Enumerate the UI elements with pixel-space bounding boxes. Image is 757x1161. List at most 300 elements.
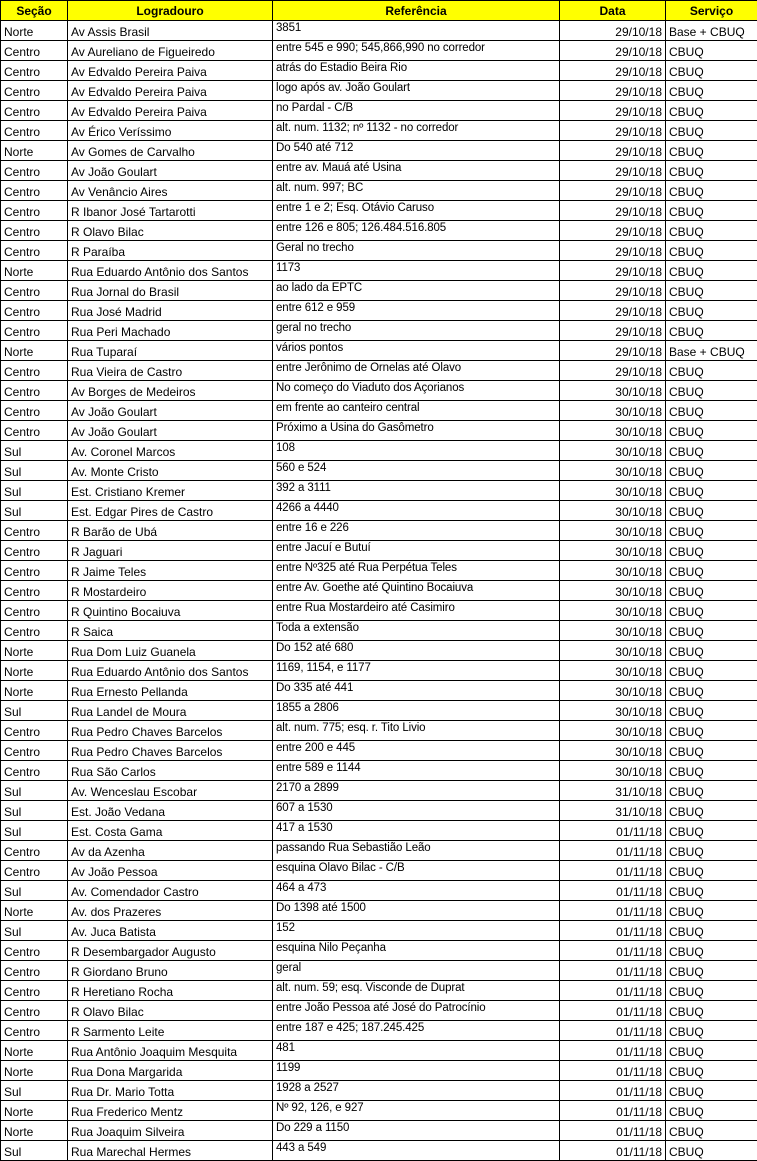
cell-secao[interactable]: Centro — [1, 121, 68, 141]
cell-referencia[interactable]: Do 152 até 680 — [273, 641, 560, 661]
cell-secao[interactable]: Sul — [1, 821, 68, 841]
cell-servico[interactable]: CBUQ — [666, 381, 757, 401]
cell-logradouro[interactable]: R Ibanor José Tartarotti — [68, 201, 273, 221]
cell-secao[interactable]: Centro — [1, 961, 68, 981]
table-row — [1, 681, 757, 701]
cell-logradouro[interactable]: Av Borges de Medeiros — [68, 381, 273, 401]
cell-secao[interactable]: Sul — [1, 1081, 68, 1101]
cell-servico[interactable]: CBUQ — [666, 921, 757, 941]
cell-referencia[interactable]: entre 16 e 226 — [273, 521, 560, 541]
cell-logradouro[interactable]: Rua José Madrid — [68, 301, 273, 321]
cell-logradouro[interactable]: Rua Landel de Moura — [68, 701, 273, 721]
header-referencia[interactable]: Referência — [273, 1, 560, 21]
cell-data[interactable]: 30/10/18 — [560, 641, 666, 661]
cell-data[interactable]: 01/11/18 — [560, 821, 666, 841]
cell-data[interactable]: 01/11/18 — [560, 1081, 666, 1101]
cell-referencia[interactable]: No começo do Viaduto dos Açorianos — [273, 381, 560, 401]
cell-referencia[interactable]: entre Av. Goethe até Quintino Bocaiuva — [273, 581, 560, 601]
cell-referencia[interactable]: em frente ao canteiro central — [273, 401, 560, 421]
cell-referencia[interactable]: passando Rua Sebastião Leão — [273, 841, 560, 861]
cell-data[interactable]: 30/10/18 — [560, 541, 666, 561]
cell-secao[interactable]: Centro — [1, 841, 68, 861]
cell-data[interactable]: 30/10/18 — [560, 601, 666, 621]
cell-data[interactable]: 01/11/18 — [560, 1001, 666, 1021]
cell-servico[interactable]: CBUQ — [666, 861, 757, 881]
cell-servico[interactable]: CBUQ — [666, 501, 757, 521]
cell-servico[interactable]: CBUQ — [666, 961, 757, 981]
cell-data[interactable]: 01/11/18 — [560, 961, 666, 981]
cell-data[interactable]: 30/10/18 — [560, 481, 666, 501]
cell-logradouro[interactable]: Est. Edgar Pires de Castro — [68, 501, 273, 521]
cell-servico[interactable]: CBUQ — [666, 641, 757, 661]
cell-secao[interactable]: Sul — [1, 881, 68, 901]
cell-servico[interactable]: CBUQ — [666, 1141, 757, 1161]
cell-servico[interactable]: CBUQ — [666, 701, 757, 721]
cell-referencia[interactable]: 1169, 1154, e 1177 — [273, 661, 560, 681]
cell-data[interactable]: 30/10/18 — [560, 381, 666, 401]
cell-secao[interactable]: Centro — [1, 61, 68, 81]
cell-servico[interactable]: CBUQ — [666, 261, 757, 281]
cell-secao[interactable]: Centro — [1, 201, 68, 221]
cell-servico[interactable]: CBUQ — [666, 561, 757, 581]
cell-data[interactable]: 29/10/18 — [560, 161, 666, 181]
cell-secao[interactable]: Centro — [1, 1021, 68, 1041]
cell-data[interactable]: 01/11/18 — [560, 881, 666, 901]
cell-servico[interactable]: CBUQ — [666, 781, 757, 801]
cell-referencia[interactable]: alt. num. 775; esq. r. Tito Livio — [273, 721, 560, 741]
cell-referencia[interactable]: Do 540 até 712 — [273, 141, 560, 161]
cell-logradouro[interactable]: R Sarmento Leite — [68, 1021, 273, 1041]
cell-logradouro[interactable]: Av João Goulart — [68, 421, 273, 441]
cell-servico[interactable]: CBUQ — [666, 281, 757, 301]
cell-logradouro[interactable]: R Mostardeiro — [68, 581, 273, 601]
cell-servico[interactable]: CBUQ — [666, 881, 757, 901]
cell-logradouro[interactable]: Av. Monte Cristo — [68, 461, 273, 481]
cell-servico[interactable]: CBUQ — [666, 821, 757, 841]
cell-logradouro[interactable]: Rua Ernesto Pellanda — [68, 681, 273, 701]
cell-referencia[interactable]: geral no trecho — [273, 321, 560, 341]
cell-logradouro[interactable]: Rua Pedro Chaves Barcelos — [68, 741, 273, 761]
cell-referencia[interactable]: entre Rua Mostardeiro até Casimiro — [273, 601, 560, 621]
cell-logradouro[interactable]: Av Aureliano de Figueiredo — [68, 41, 273, 61]
cell-data[interactable]: 01/11/18 — [560, 1121, 666, 1141]
cell-servico[interactable]: CBUQ — [666, 161, 757, 181]
cell-referencia[interactable]: 1928 a 2527 — [273, 1081, 560, 1101]
cell-referencia[interactable]: logo após av. João Goulart — [273, 81, 560, 101]
cell-referencia[interactable]: entre 612 e 959 — [273, 301, 560, 321]
cell-referencia[interactable]: 607 a 1530 — [273, 801, 560, 821]
cell-servico[interactable]: CBUQ — [666, 1001, 757, 1021]
cell-logradouro[interactable]: Av Edvaldo Pereira Paiva — [68, 81, 273, 101]
cell-referencia[interactable]: 481 — [273, 1041, 560, 1061]
cell-secao[interactable]: Centro — [1, 401, 68, 421]
cell-data[interactable]: 31/10/18 — [560, 781, 666, 801]
cell-secao[interactable]: Norte — [1, 901, 68, 921]
cell-secao[interactable]: Centro — [1, 101, 68, 121]
cell-referencia[interactable]: entre 589 e 1144 — [273, 761, 560, 781]
cell-secao[interactable]: Sul — [1, 801, 68, 821]
cell-secao[interactable]: Norte — [1, 661, 68, 681]
cell-servico[interactable]: CBUQ — [666, 401, 757, 421]
cell-logradouro[interactable]: Rua Eduardo Antônio dos Santos — [68, 261, 273, 281]
cell-data[interactable]: 29/10/18 — [560, 141, 666, 161]
cell-logradouro[interactable]: Av João Goulart — [68, 401, 273, 421]
cell-referencia[interactable]: 152 — [273, 921, 560, 941]
header-servico[interactable]: Serviço — [666, 1, 757, 21]
cell-servico[interactable]: CBUQ — [666, 621, 757, 641]
cell-secao[interactable]: Centro — [1, 301, 68, 321]
cell-referencia[interactable]: alt. num. 997; BC — [273, 181, 560, 201]
cell-secao[interactable]: Centro — [1, 541, 68, 561]
cell-data[interactable]: 01/11/18 — [560, 861, 666, 881]
cell-data[interactable]: 01/11/18 — [560, 1141, 666, 1161]
cell-secao[interactable]: Centro — [1, 1001, 68, 1021]
cell-data[interactable]: 30/10/18 — [560, 741, 666, 761]
table-row — [1, 1081, 757, 1101]
cell-logradouro[interactable]: Av. Coronel Marcos — [68, 441, 273, 461]
cell-servico[interactable]: CBUQ — [666, 301, 757, 321]
cell-servico[interactable]: Base + CBUQ — [666, 21, 757, 41]
cell-logradouro[interactable]: Rua Vieira de Castro — [68, 361, 273, 381]
cell-secao[interactable]: Norte — [1, 1061, 68, 1081]
cell-data[interactable]: 31/10/18 — [560, 801, 666, 821]
cell-data[interactable]: 01/11/18 — [560, 841, 666, 861]
cell-secao[interactable]: Centro — [1, 81, 68, 101]
cell-logradouro[interactable]: Av. Comendador Castro — [68, 881, 273, 901]
cell-secao[interactable]: Sul — [1, 1141, 68, 1161]
cell-servico[interactable]: CBUQ — [666, 61, 757, 81]
cell-referencia[interactable]: entre 200 e 445 — [273, 741, 560, 761]
cell-data[interactable]: 30/10/18 — [560, 421, 666, 441]
cell-data[interactable]: 01/11/18 — [560, 1041, 666, 1061]
cell-logradouro[interactable]: Rua São Carlos — [68, 761, 273, 781]
cell-referencia[interactable]: alt. num. 59; esq. Visconde de Duprat — [273, 981, 560, 1001]
cell-logradouro[interactable]: Rua Dr. Mario Totta — [68, 1081, 273, 1101]
cell-data[interactable]: 30/10/18 — [560, 621, 666, 641]
cell-servico[interactable]: CBUQ — [666, 41, 757, 61]
cell-logradouro[interactable]: Rua Frederico Mentz — [68, 1101, 273, 1121]
cell-logradouro[interactable]: R Barão de Ubá — [68, 521, 273, 541]
cell-referencia[interactable]: Próximo a Usina do Gasômetro — [273, 421, 560, 441]
cell-servico[interactable]: CBUQ — [666, 901, 757, 921]
cell-secao[interactable]: Norte — [1, 1121, 68, 1141]
cell-secao[interactable]: Sul — [1, 781, 68, 801]
cell-data[interactable]: 01/11/18 — [560, 1061, 666, 1081]
cell-logradouro[interactable]: Rua Eduardo Antônio dos Santos — [68, 661, 273, 681]
cell-data[interactable]: 29/10/18 — [560, 341, 666, 361]
cell-logradouro[interactable]: R Olavo Bilac — [68, 221, 273, 241]
cell-data[interactable]: 30/10/18 — [560, 661, 666, 681]
cell-logradouro[interactable]: R Olavo Bilac — [68, 1001, 273, 1021]
cell-logradouro[interactable]: Rua Antônio Joaquim Mesquita — [68, 1041, 273, 1061]
cell-servico[interactable]: CBUQ — [666, 181, 757, 201]
cell-servico[interactable]: CBUQ — [666, 1041, 757, 1061]
cell-secao[interactable]: Centro — [1, 181, 68, 201]
cell-referencia[interactable]: 443 a 549 — [273, 1141, 560, 1161]
cell-secao[interactable]: Centro — [1, 361, 68, 381]
cell-referencia[interactable]: Do 229 a 1150 — [273, 1121, 560, 1141]
cell-data[interactable]: 30/10/18 — [560, 461, 666, 481]
cell-referencia[interactable]: 1855 a 2806 — [273, 701, 560, 721]
cell-logradouro[interactable]: Av Assis Brasil — [68, 21, 273, 41]
cell-data[interactable]: 30/10/18 — [560, 681, 666, 701]
cell-servico[interactable]: CBUQ — [666, 421, 757, 441]
cell-servico[interactable]: CBUQ — [666, 681, 757, 701]
cell-servico[interactable]: CBUQ — [666, 1101, 757, 1121]
cell-logradouro[interactable]: Rua Marechal Hermes — [68, 1141, 273, 1161]
cell-referencia[interactable]: Nº 92, 126, e 927 — [273, 1101, 560, 1121]
cell-servico[interactable]: CBUQ — [666, 481, 757, 501]
cell-servico[interactable]: CBUQ — [666, 541, 757, 561]
cell-data[interactable]: 01/11/18 — [560, 941, 666, 961]
cell-servico[interactable]: CBUQ — [666, 321, 757, 341]
cell-servico[interactable]: CBUQ — [666, 101, 757, 121]
cell-secao[interactable]: Centro — [1, 981, 68, 1001]
cell-data[interactable]: 29/10/18 — [560, 261, 666, 281]
cell-servico[interactable]: CBUQ — [666, 1061, 757, 1081]
cell-data[interactable]: 29/10/18 — [560, 61, 666, 81]
cell-secao[interactable]: Centro — [1, 241, 68, 261]
cell-data[interactable]: 30/10/18 — [560, 581, 666, 601]
cell-servico[interactable]: Base + CBUQ — [666, 341, 757, 361]
cell-data[interactable]: 01/11/18 — [560, 1021, 666, 1041]
cell-secao[interactable]: Norte — [1, 21, 68, 41]
table-row — [1, 601, 757, 621]
cell-secao[interactable]: Centro — [1, 221, 68, 241]
cell-referencia[interactable]: geral — [273, 961, 560, 981]
cell-logradouro[interactable]: R Saica — [68, 621, 273, 641]
cell-secao[interactable]: Centro — [1, 421, 68, 441]
cell-data[interactable]: 29/10/18 — [560, 361, 666, 381]
cell-logradouro[interactable]: R Paraíba — [68, 241, 273, 261]
cell-data[interactable]: 30/10/18 — [560, 561, 666, 581]
cell-logradouro[interactable]: Est. Costa Gama — [68, 821, 273, 841]
cell-servico[interactable]: CBUQ — [666, 601, 757, 621]
cell-referencia[interactable]: entre 126 e 805; 126.484.516.805 — [273, 221, 560, 241]
cell-logradouro[interactable]: Est. Cristiano Kremer — [68, 481, 273, 501]
cell-logradouro[interactable]: Av João Pessoa — [68, 861, 273, 881]
cell-referencia[interactable]: 108 — [273, 441, 560, 461]
cell-logradouro[interactable]: Rua Jornal do Brasil — [68, 281, 273, 301]
cell-logradouro[interactable]: Av. Juca Batista — [68, 921, 273, 941]
cell-secao[interactable]: Norte — [1, 681, 68, 701]
cell-referencia[interactable]: entre João Pessoa até José do Patrocínio — [273, 1001, 560, 1021]
cell-secao[interactable]: Sul — [1, 441, 68, 461]
cell-data[interactable]: 30/10/18 — [560, 761, 666, 781]
cell-logradouro[interactable]: Av Gomes de Carvalho — [68, 141, 273, 161]
cell-referencia[interactable]: 560 e 524 — [273, 461, 560, 481]
cell-data[interactable]: 30/10/18 — [560, 701, 666, 721]
cell-logradouro[interactable]: Rua Pedro Chaves Barcelos — [68, 721, 273, 741]
cell-logradouro[interactable]: Av. Wenceslau Escobar — [68, 781, 273, 801]
cell-logradouro[interactable]: R Desembargador Augusto — [68, 941, 273, 961]
table-row — [1, 1101, 757, 1121]
cell-referencia[interactable]: entre 1 e 2; Esq. Otávio Caruso — [273, 201, 560, 221]
cell-servico[interactable]: CBUQ — [666, 721, 757, 741]
cell-secao[interactable]: Centro — [1, 161, 68, 181]
cell-logradouro[interactable]: Rua Peri Machado — [68, 321, 273, 341]
cell-logradouro[interactable]: Av João Goulart — [68, 161, 273, 181]
cell-referencia[interactable]: entre Jerônimo de Ornelas até Olavo — [273, 361, 560, 381]
cell-referencia[interactable]: esquina Olavo Bilac - C/B — [273, 861, 560, 881]
cell-referencia[interactable]: 392 a 3111 — [273, 481, 560, 501]
cell-secao[interactable]: Centro — [1, 381, 68, 401]
cell-referencia[interactable]: 2170 a 2899 — [273, 781, 560, 801]
table-row — [1, 181, 757, 201]
cell-servico[interactable]: CBUQ — [666, 241, 757, 261]
cell-referencia[interactable]: esquina Nilo Peçanha — [273, 941, 560, 961]
cell-logradouro[interactable]: Av da Azenha — [68, 841, 273, 861]
cell-referencia[interactable]: Geral no trecho — [273, 241, 560, 261]
cell-referencia[interactable]: Do 335 até 441 — [273, 681, 560, 701]
cell-referencia[interactable]: 4266 a 4440 — [273, 501, 560, 521]
cell-logradouro[interactable]: Est. João Vedana — [68, 801, 273, 821]
cell-secao[interactable]: Norte — [1, 141, 68, 161]
cell-servico[interactable]: CBUQ — [666, 981, 757, 1001]
cell-servico[interactable]: CBUQ — [666, 1121, 757, 1141]
cell-logradouro[interactable]: Rua Joaquim Silveira — [68, 1121, 273, 1141]
cell-data[interactable]: 29/10/18 — [560, 181, 666, 201]
cell-logradouro[interactable]: Av Edvaldo Pereira Paiva — [68, 61, 273, 81]
cell-secao[interactable]: Centro — [1, 621, 68, 641]
cell-referencia[interactable]: no Pardal - C/B — [273, 101, 560, 121]
cell-secao[interactable]: Sul — [1, 921, 68, 941]
cell-secao[interactable]: Sul — [1, 461, 68, 481]
cell-data[interactable]: 30/10/18 — [560, 501, 666, 521]
cell-servico[interactable]: CBUQ — [666, 841, 757, 861]
cell-servico[interactable]: CBUQ — [666, 581, 757, 601]
cell-data[interactable]: 01/11/18 — [560, 1101, 666, 1121]
cell-secao[interactable]: Sul — [1, 481, 68, 501]
table-row — [1, 141, 757, 161]
table-row — [1, 1141, 757, 1161]
cell-data[interactable]: 29/10/18 — [560, 81, 666, 101]
cell-secao[interactable]: Centro — [1, 861, 68, 881]
cell-secao[interactable]: Norte — [1, 641, 68, 661]
header-secao[interactable]: Seção — [1, 1, 68, 21]
cell-logradouro[interactable]: R Jaguari — [68, 541, 273, 561]
cell-data[interactable]: 29/10/18 — [560, 301, 666, 321]
cell-secao[interactable]: Sul — [1, 701, 68, 721]
cell-servico[interactable]: CBUQ — [666, 801, 757, 821]
cell-logradouro[interactable]: Av Edvaldo Pereira Paiva — [68, 101, 273, 121]
cell-logradouro[interactable]: Rua Dom Luiz Guanela — [68, 641, 273, 661]
cell-data[interactable]: 29/10/18 — [560, 201, 666, 221]
cell-data[interactable]: 29/10/18 — [560, 41, 666, 61]
cell-logradouro[interactable]: R Heretiano Rocha — [68, 981, 273, 1001]
cell-referencia[interactable]: entre Nº325 até Rua Perpétua Teles — [273, 561, 560, 581]
cell-secao[interactable]: Sul — [1, 501, 68, 521]
cell-servico[interactable]: CBUQ — [666, 761, 757, 781]
cell-referencia[interactable]: Toda a extensão — [273, 621, 560, 641]
cell-referencia[interactable]: 3851 — [273, 21, 560, 41]
cell-data[interactable]: 30/10/18 — [560, 401, 666, 421]
cell-secao[interactable]: Norte — [1, 261, 68, 281]
cell-referencia[interactable]: alt. num. 1132; nº 1132 - no corredor — [273, 121, 560, 141]
cell-logradouro[interactable]: Rua Dona Margarida — [68, 1061, 273, 1081]
cell-secao[interactable]: Norte — [1, 341, 68, 361]
cell-servico[interactable]: CBUQ — [666, 121, 757, 141]
cell-secao[interactable]: Centro — [1, 581, 68, 601]
cell-secao[interactable]: Norte — [1, 1101, 68, 1121]
cell-servico[interactable]: CBUQ — [666, 661, 757, 681]
cell-servico[interactable]: CBUQ — [666, 1021, 757, 1041]
cell-servico[interactable]: CBUQ — [666, 81, 757, 101]
cell-logradouro[interactable]: Av Venâncio Aires — [68, 181, 273, 201]
table-row — [1, 741, 757, 761]
table-row — [1, 841, 757, 861]
cell-referencia[interactable]: Do 1398 até 1500 — [273, 901, 560, 921]
cell-data[interactable]: 30/10/18 — [560, 441, 666, 461]
cell-data[interactable]: 01/11/18 — [560, 921, 666, 941]
cell-referencia[interactable]: entre Jacuí e Butuí — [273, 541, 560, 561]
header-logradouro[interactable]: Logradouro — [68, 1, 273, 21]
cell-referencia[interactable]: atrás do Estadio Beira Rio — [273, 61, 560, 81]
cell-data[interactable]: 29/10/18 — [560, 121, 666, 141]
cell-referencia[interactable]: ao lado da EPTC — [273, 281, 560, 301]
cell-secao[interactable]: Centro — [1, 721, 68, 741]
cell-logradouro[interactable]: Av. dos Prazeres — [68, 901, 273, 921]
cell-servico[interactable]: CBUQ — [666, 941, 757, 961]
cell-servico[interactable]: CBUQ — [666, 521, 757, 541]
cell-servico[interactable]: CBUQ — [666, 461, 757, 481]
cell-referencia[interactable]: 464 a 473 — [273, 881, 560, 901]
cell-data[interactable]: 29/10/18 — [560, 21, 666, 41]
cell-secao[interactable]: Centro — [1, 941, 68, 961]
cell-servico[interactable]: CBUQ — [666, 201, 757, 221]
cell-data[interactable]: 30/10/18 — [560, 721, 666, 741]
cell-servico[interactable]: CBUQ — [666, 741, 757, 761]
header-data[interactable]: Data — [560, 1, 666, 21]
cell-data[interactable]: 29/10/18 — [560, 281, 666, 301]
table-row — [1, 101, 757, 121]
cell-data[interactable]: 30/10/18 — [560, 521, 666, 541]
cell-secao[interactable]: Centro — [1, 281, 68, 301]
cell-secao[interactable]: Centro — [1, 561, 68, 581]
cell-secao[interactable]: Norte — [1, 1041, 68, 1061]
cell-data[interactable]: 01/11/18 — [560, 981, 666, 1001]
cell-referencia[interactable]: 417 a 1530 — [273, 821, 560, 841]
cell-secao[interactable]: Centro — [1, 41, 68, 61]
cell-referencia[interactable]: entre av. Mauá até Usina — [273, 161, 560, 181]
cell-referencia[interactable]: entre 187 e 425; 187.245.425 — [273, 1021, 560, 1041]
cell-servico[interactable]: CBUQ — [666, 441, 757, 461]
cell-referencia[interactable]: 1199 — [273, 1061, 560, 1081]
cell-data[interactable]: 01/11/18 — [560, 901, 666, 921]
cell-logradouro[interactable]: R Giordano Bruno — [68, 961, 273, 981]
cell-logradouro[interactable]: R Jaime Teles — [68, 561, 273, 581]
cell-referencia[interactable]: 1173 — [273, 261, 560, 281]
cell-data[interactable]: 29/10/18 — [560, 321, 666, 341]
cell-referencia[interactable]: entre 545 e 990; 545,866,990 no corredor — [273, 41, 560, 61]
cell-servico[interactable]: CBUQ — [666, 221, 757, 241]
cell-logradouro[interactable]: Av Érico Veríssimo — [68, 121, 273, 141]
cell-logradouro[interactable]: R Quintino Bocaiuva — [68, 601, 273, 621]
cell-secao[interactable]: Centro — [1, 601, 68, 621]
cell-data[interactable]: 29/10/18 — [560, 101, 666, 121]
cell-data[interactable]: 29/10/18 — [560, 241, 666, 261]
cell-secao[interactable]: Centro — [1, 521, 68, 541]
cell-data[interactable]: 29/10/18 — [560, 221, 666, 241]
cell-logradouro[interactable]: Rua Tuparaí — [68, 341, 273, 361]
cell-secao[interactable]: Centro — [1, 741, 68, 761]
cell-secao[interactable]: Centro — [1, 321, 68, 341]
cell-secao[interactable]: Centro — [1, 761, 68, 781]
cell-referencia[interactable]: vários pontos — [273, 341, 560, 361]
cell-servico[interactable]: CBUQ — [666, 141, 757, 161]
cell-servico[interactable]: CBUQ — [666, 1081, 757, 1101]
cell-servico[interactable]: CBUQ — [666, 361, 757, 381]
